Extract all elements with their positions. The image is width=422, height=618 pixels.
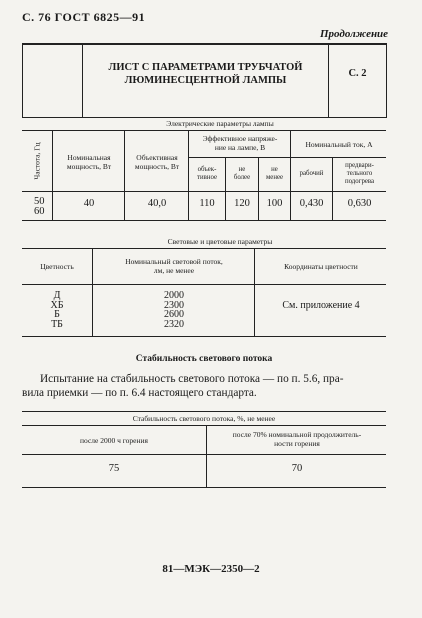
stability-70pct-value: 70 <box>291 463 303 474</box>
color-values: Д ХБ Б ТБ <box>50 290 64 330</box>
nominal-power-header: Номинальная мощность, Вт <box>66 153 112 171</box>
coords-value: См. приложение 4 <box>282 300 360 311</box>
sheet-number: С. 2 <box>348 68 367 79</box>
frequency-header: Частота, Гц <box>32 142 42 180</box>
current-preheat-value: 0,630 <box>347 198 372 209</box>
color-column-header: Цветность <box>40 262 74 271</box>
voltage-objective-value: 110 <box>199 198 215 209</box>
voltage-objective-subheader: объек- тивное <box>197 166 217 181</box>
continuation-label: Продолжение <box>320 28 389 40</box>
nominal-current-header: Номинальный ток, А <box>305 140 373 149</box>
color-caption: Световые и цветовые параметры <box>167 237 273 246</box>
stability-paragraph: Испытание на стабильность светового потока — по п. 5.6, пра- вила приемки — по п. 6.4 настоящего стандарта. <box>22 373 344 399</box>
frequency-value-50: 50 <box>34 196 45 207</box>
sheet-title-line2: ЛЮМИНЕСЦЕНТНОЙ ЛАМПЫ <box>124 75 287 86</box>
voltage-min-subheader: не менее <box>266 166 283 181</box>
stability-70pct-header: после 70% номинальной продолжитель- ности горения <box>232 430 362 448</box>
footer-code: 81—МЭК—2350—2 <box>162 563 260 575</box>
sheet-title-line1: ЛИСТ С ПАРАМЕТРАМИ ТРУБЧАТОЙ <box>108 62 303 73</box>
nominal-power-value: 40 <box>83 198 95 209</box>
voltage-max-subheader: не более <box>233 166 251 181</box>
page-reference: С. 76 ГОСТ 6825—91 <box>22 10 146 24</box>
current-working-subheader: рабочий <box>299 170 324 177</box>
stability-2000h-header: после 2000 ч горения <box>80 436 148 445</box>
objective-power-header: Объективная мощность, Вт <box>134 153 180 171</box>
current-preheat-subheader: предвари- тельного подогрева <box>344 162 375 185</box>
stability-2000h-value: 75 <box>108 463 120 474</box>
flux-column-header: Номинальный световой поток, лм, не менее <box>125 257 223 275</box>
frequency-value-60: 60 <box>34 206 45 217</box>
electrical-caption: Электрические параметры лампы <box>166 119 274 128</box>
stability-table-caption: Стабильность светового потока, %, не менее <box>132 414 276 423</box>
voltage-min-value: 100 <box>266 198 283 209</box>
current-working-value: 0,430 <box>299 198 324 209</box>
coords-column-header: Координаты цветности <box>284 262 358 271</box>
effective-voltage-header: Эффективное напряже- ние на лампе, В <box>202 134 278 152</box>
objective-power-value: 40,0 <box>147 198 167 209</box>
flux-values: 2000 2300 2600 2320 <box>164 290 184 330</box>
voltage-max-value: 120 <box>234 198 250 209</box>
stability-heading: Стабильность светового потока <box>135 354 273 364</box>
